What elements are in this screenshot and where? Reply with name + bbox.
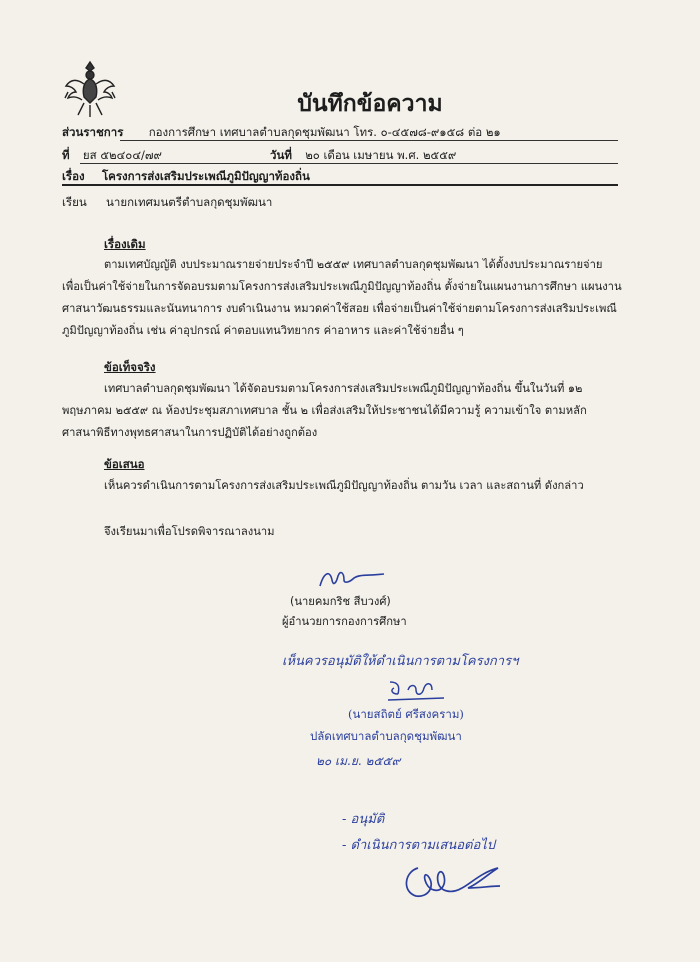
agency-label: ส่วนราชการ	[62, 125, 124, 139]
background-line-2: เพื่อเป็นค่าใช้จ่ายในการจัดอบรมตามโครงการส่งเสริมประเพณีภูมิปัญญาท้องถิ่น ตั้งจ่ายในแผนงานการศึกษา แผนงาน	[62, 280, 622, 293]
mayor-signature-icon	[398, 858, 510, 902]
memo-title: บันทึกข้อความ	[297, 91, 443, 117]
date-value: ๒๐ เดือน เมษายน พ.ศ. ๒๕๕๙	[305, 148, 457, 162]
facts-line-3: ศาสนาพิธีทางพุทธศาสนาในการปฏิบัติได้อย่างถูกต้อง	[62, 426, 318, 439]
date-label: วันที่	[270, 148, 292, 162]
approval-line-1: - อนุมัติ	[342, 812, 385, 827]
proposal-heading: ข้อเสนอ	[104, 457, 145, 471]
background-heading: เรื่องเดิม	[104, 237, 146, 251]
closing-line: จึงเรียนมาเพื่อโปรดพิจารณาลงนาม	[104, 525, 275, 538]
clerk-name: (นายสถิตย์ ศรีสงคราม)	[348, 707, 464, 721]
addressee-value: นายกเทศมนตรีตำบลกุดชุมพัฒนา	[106, 195, 273, 209]
director-name: (นายคมกริช สีบวงศ์)	[290, 595, 391, 608]
director-position: ผู้อำนวยการกองการศึกษา	[282, 615, 407, 628]
reference-value: ยส ๕๒๔๐๔/๗๙	[82, 148, 162, 162]
background-line-4: ภูมิปัญญาท้องถิ่น เช่น ค่าอุปกรณ์ ค่าตอบแทนวิทยากร ค่าอาหาร และค่าใช้จ่ายอื่น ๆ	[62, 324, 464, 337]
reference-underline	[80, 163, 618, 164]
background-line-3: ศาสนาวัฒนธรรมและนันทนาการ งบดำเนินงาน หมวดค่าใช้สอย เพื่อจ่ายเป็นค่าใช้จ่ายตามโครงการส่งเสริมประเพณี	[62, 302, 617, 315]
addressee-label: เรียน	[62, 195, 87, 209]
addressee-row	[62, 194, 272, 212]
agency-value: กองการศึกษา เทศบาลตำบลกุดชุมพัฒนา โทร. ๐-๔๕๗๘-๙๑๕๘ ต่อ ๒๑	[148, 125, 501, 139]
reference-label: ที่	[62, 148, 70, 162]
proposal-line: เห็นควรดำเนินการตามโครงการส่งเสริมประเพณีภูมิปัญญาท้องถิ่น ตามวัน เวลา และสถานที่ ดังกล่าว	[104, 479, 584, 492]
background-line-1: ตามเทศบัญญัติ งบประมาณรายจ่ายประจำปี ๒๕๕๙ เทศบาลตำบลกุดชุมพัฒนา ได้ตั้งงบประมาณรายจ่าย	[104, 258, 603, 271]
director-signature-icon	[316, 566, 388, 592]
endorsement-note: เห็นควรอนุมัติให้ดำเนินการตามโครงการฯ	[282, 654, 519, 669]
subject-label: เรื่อง	[62, 169, 85, 183]
clerk-signature-icon	[384, 676, 448, 704]
approval-line-2: - ดำเนินการตามเสนอต่อไป	[342, 838, 496, 853]
facts-line-1: เทศบาลตำบลกุดชุมพัฒนา ได้จัดอบรมตามโครงการส่งเสริมประเพณีภูมิปัญญาท้องถิ่น ขึ้นในวันที่ ๑๒	[104, 382, 583, 395]
subject-value: โครงการส่งเสริมประเพณีภูมิปัญญาท้องถิ่น	[101, 169, 310, 183]
agency-underline	[120, 140, 618, 141]
clerk-position: ปลัดเทศบาลตำบลกุดชุมพัฒนา	[310, 729, 462, 743]
clerk-date: ๒๐ เม.ย. ๒๕๕๙	[316, 754, 401, 768]
subject-divider	[62, 184, 618, 186]
facts-heading: ข้อเท็จจริง	[104, 360, 156, 374]
facts-line-2: พฤษภาคม ๒๕๕๙ ณ ห้องประชุมสภาเทศบาล ชั้น ๒ เพื่อส่งเสริมให้ประชาชนได้มีความรู้ ความเข้าใจ ตามหลัก	[62, 404, 587, 417]
